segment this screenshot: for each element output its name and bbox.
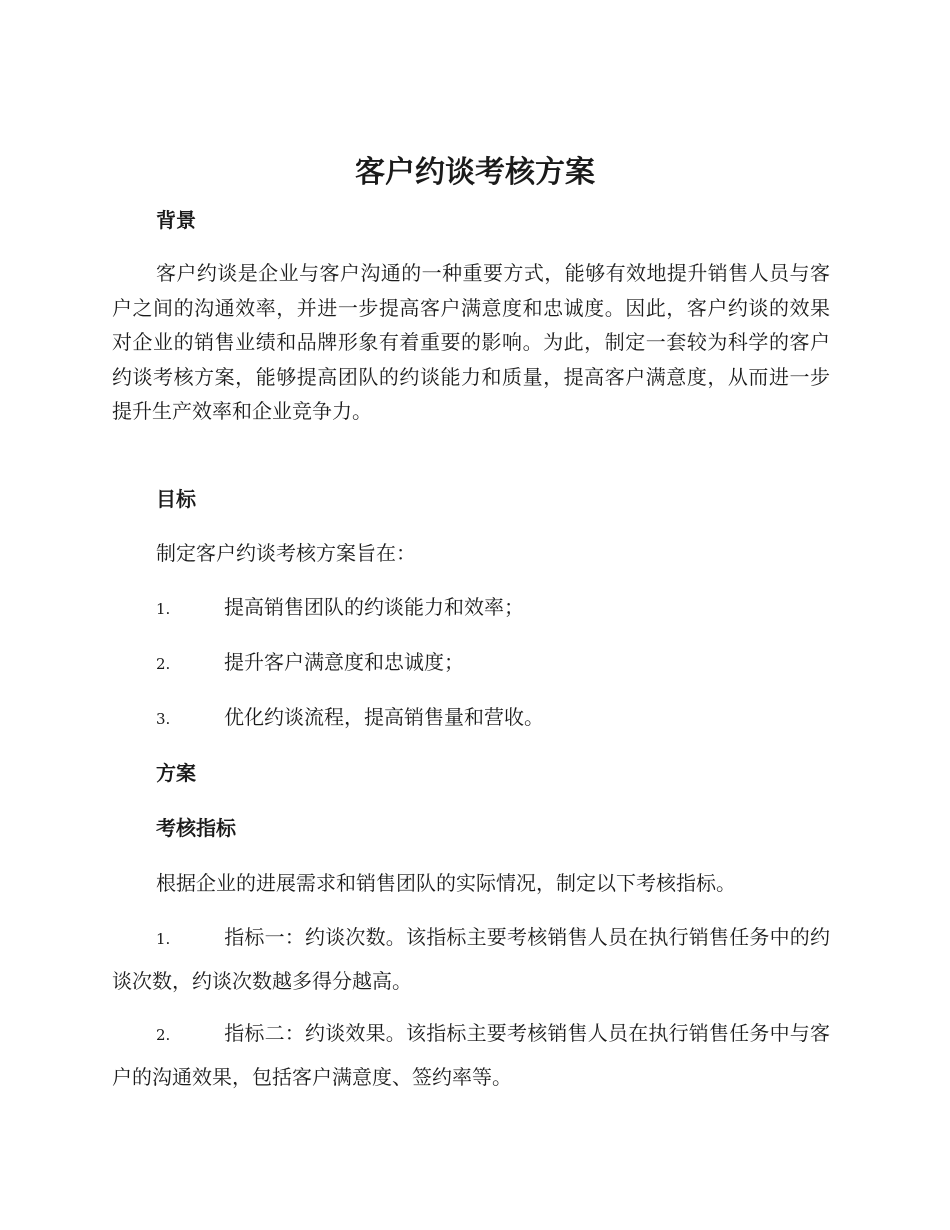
section-heading-goals: 目标 <box>156 487 196 511</box>
section-heading-background: 背景 <box>156 208 196 232</box>
indicator-item-1 <box>112 916 830 1002</box>
section-heading-indicators: 考核指标 <box>156 816 236 840</box>
list-number: 2. <box>156 1026 171 1044</box>
list-number: 1. <box>156 930 171 948</box>
list-number: 1. <box>156 600 171 618</box>
indicators-lead: 根据企业的进展需求和销售团队的实际情况，制定以下考核指标。 <box>156 871 736 895</box>
list-number: 2. <box>156 655 171 673</box>
background-paragraph: 客户约谈是企业与客户沟通的一种重要方式，能够有效地提升销售人员与客户之间的沟通效率，并进一步提高客户满意度和忠诚度。因此，客户约谈的效果对企业的销售业绩和品牌形象有着重要的影响。为此，制定一套较为科学的客户约谈考核方案，能够提高团队的约谈能力和质量，提高客户满意度，从而进一步提升生产效率和企业竞争力。 <box>112 261 830 423</box>
list-item-text: 提高销售团队的约谈能力和效率； <box>224 595 524 619</box>
goal-item-1 <box>112 586 830 630</box>
list-item-text: 优化约谈流程，提高销售量和营收。 <box>224 705 544 729</box>
goal-item-2 <box>112 641 830 685</box>
list-number: 3. <box>156 710 171 728</box>
indicator-item-2 <box>112 1012 830 1098</box>
goals-lead: 制定客户约谈考核方案旨在： <box>156 541 416 565</box>
list-item-text: 指标二：约谈效果。该指标主要考核销售人员在执行销售任务中与客户的沟通效果，包括客户满意度、签约率等。 <box>112 1021 830 1089</box>
document-title: 客户约谈考核方案 <box>355 155 595 190</box>
list-item-text: 提升客户满意度和忠诚度； <box>224 650 464 674</box>
list-item-text: 指标一：约谈次数。该指标主要考核销售人员在执行销售任务中的约谈次数，约谈次数越多得分越高。 <box>112 925 830 993</box>
section-heading-plan: 方案 <box>156 761 196 785</box>
goal-item-3 <box>112 696 830 740</box>
